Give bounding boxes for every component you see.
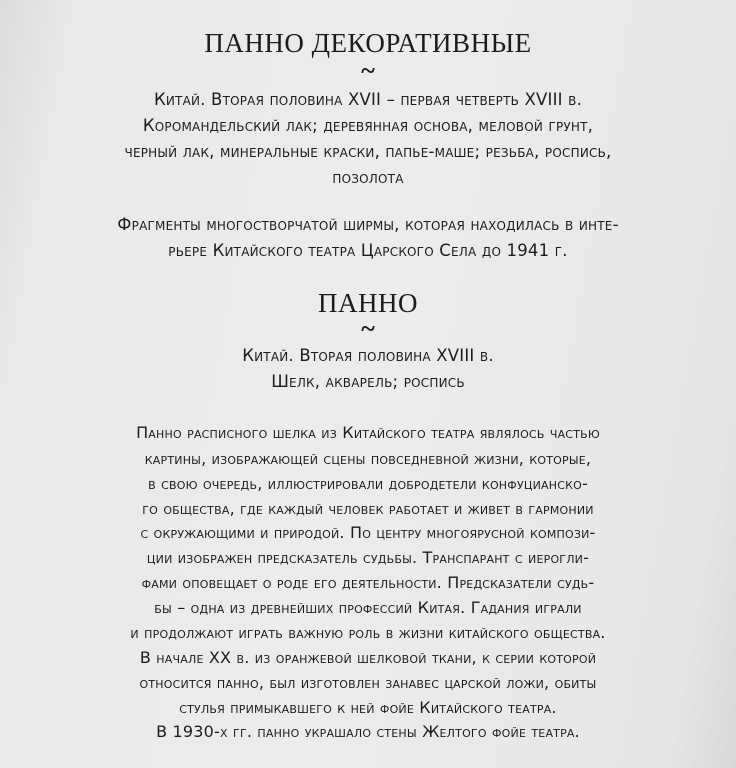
description-line: и продолжают играть важную роль в жизни китайского общества. bbox=[130, 623, 606, 642]
tilde-separator: ~ bbox=[361, 56, 375, 85]
tilde-separator: ~ bbox=[361, 314, 375, 343]
section-title: ПАННО bbox=[318, 288, 418, 318]
description-line: в свою очередь, иллюстрировали добродетели конфуцианско- bbox=[148, 474, 588, 493]
section-title: ПАННО ДЕКОРАТИВНЫЕ bbox=[204, 28, 532, 58]
attribution-line: Китай. Вторая половина XVIII в. bbox=[242, 346, 494, 365]
attribution-line: Коромандельский лак; деревянная основа, меловой грунт, bbox=[142, 116, 594, 135]
description-line: фами оповещает о роде его деятельности. Предсказатели судь- bbox=[141, 573, 595, 592]
attribution-line: Китай. Вторая половина XVII – первая четверть XVIII в. bbox=[153, 90, 583, 109]
attribution-line: позолота bbox=[332, 168, 404, 187]
description-line: Фрагменты многостворчатой ширмы, которая находилась в инте- bbox=[117, 215, 619, 234]
description-line: относится панно, был изготовлен занавес царской ложи, обиты bbox=[139, 673, 597, 692]
description-line: Панно расписного шелка из Китайского театра являлось частью bbox=[136, 423, 600, 442]
description-line: го общества, где каждый человек работает и живет в гармонии bbox=[142, 499, 594, 518]
attribution-line: черный лак, минеральные краски, папье-маше; резьба, роспись, bbox=[124, 142, 612, 161]
description-line: картины, изображающей сцены повседневной жизни, которые, bbox=[144, 449, 592, 468]
description-line: В начале XX в. из оранжевой шелковой ткани, к серии которой bbox=[139, 648, 597, 667]
description-line: рьере Китайского театра Царского Села до 1941 г. bbox=[168, 241, 568, 260]
description-line: В 1930-х гг. панно украшало стены Желтого фойе театра. bbox=[156, 722, 580, 741]
attribution-line: Шелк, акварель; роспись bbox=[271, 372, 465, 391]
description-line: бы – одна из древнейших профессий Китая. Гадания играли bbox=[154, 598, 582, 617]
description-line: с окружающими и природой. По центру многоярусной компози- bbox=[140, 523, 596, 542]
description-line: стулья примыкавшего к ней фойе Китайского театра. bbox=[179, 698, 557, 717]
description-line: ции изображен предсказатель судьбы. Транспарант с иерогли- bbox=[146, 548, 590, 567]
